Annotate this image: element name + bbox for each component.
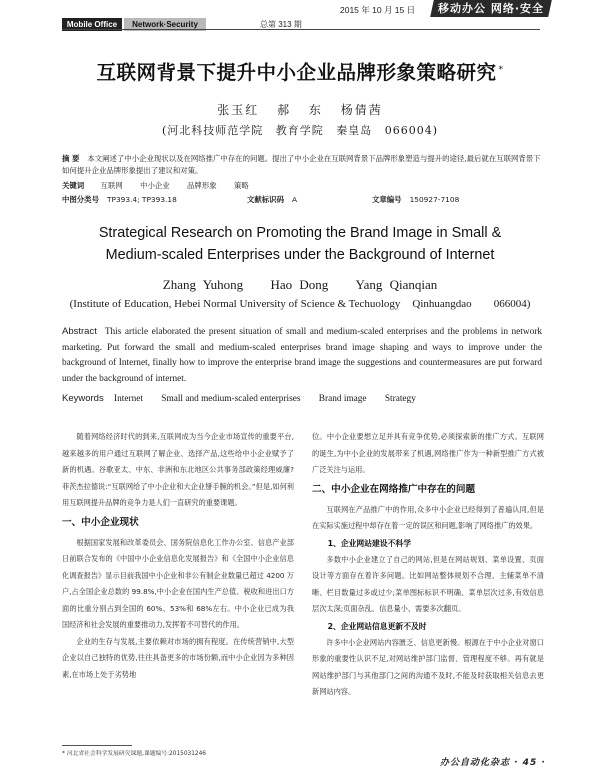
abstract-en <box>62 324 542 387</box>
keyword-en: Small and medium-scaled enterprises <box>161 394 301 404</box>
issue-number: 总第 313 期 <box>260 20 302 29</box>
affiliation-en <box>0 298 600 310</box>
affiliation-en-zip: 066004) <box>493 298 531 310</box>
section-heading: 一、中小企业现状 <box>62 516 139 528</box>
abstract-en-text: This article elaborated the present situation of small and medium-scaled enterprises and the problems in network marketing. Put forward the small and medium-scaled enterprises brand image shaping and ways to improve under the background of Internet, finally how to improve the enterprise brand image the suggestions and countermeasures are put forward under the background of internet. <box>62 327 542 384</box>
subsection-heading: 2、企业网站信息更新不及时 <box>327 621 427 631</box>
body-paragraph: 根据国家发展和改革委员会、国务院信息化工作办公室、信息产业部日前联合发布的《中国中小企业信息化发展报告》和《全国中小企业信息化调查报告》显示目前我国中小企业和非公有制企业数量已超过 4200 万户,占全国企业总数的 99.8%,中小企业在国内生产总值、税收和进出口方面的比重分别占到全国的 60%、53%和 68%左右。中小企业已成为我国经济和社会发展的重要推动力,发挥着不可替代的作用。 <box>62 537 294 629</box>
footnote-rule <box>62 745 132 746</box>
page-footer: 办公自动化杂志 · 45 · <box>440 758 546 768</box>
keywords-en <box>62 393 542 404</box>
paper-title-cn-text: 互联网背景下提升中小企业品牌形象策略研究 <box>96 61 497 84</box>
subsection-heading: 1、企业网站建设不科学 <box>327 538 411 548</box>
paper-title-cn <box>0 57 600 85</box>
author-en: Zhang Yuhong <box>162 277 244 292</box>
author-en: Hao Dong <box>270 277 329 292</box>
keyword-en: Brand image <box>318 394 367 404</box>
header-rule <box>62 29 540 30</box>
article-number <box>372 194 459 206</box>
keywords-en-label: Keywords <box>62 393 104 404</box>
body-paragraph: 随着网络经济时代的到来,互联网成为当今企业市场宣传的重要平台,越来越多的用户通过互联网了解企业、选择产品,这些给中小企业赋予了新的机遇。谷歌亚太、中东、非洲和东北地区公共事务部政策经理威廉?菲茨杰拉德说:“互联网给了中小企业和大企业掰手腕的机会。”但是,如何利用互联网提升品牌的竞争力是人们一直研究的重要课题。 <box>62 432 294 507</box>
body-paragraph: 企业的生存与发展,主要依赖对市场的拥有程度。在传统营销中,大型企业以自己独特的优势,往往具备更多的市场份额,而中小企业因为多种因素,在市场上处于劣势地 <box>62 636 294 679</box>
keyword-en: Internet <box>114 394 143 404</box>
title-footnote-mark: * <box>498 64 504 75</box>
affiliation-en-city: Qinhuangdao <box>412 298 472 310</box>
keyword-cn: 品牌形象 <box>187 181 217 190</box>
doc-code-value: A <box>291 195 298 204</box>
authors-cn: 张玉红 郝 东 杨倩茜 <box>217 103 383 117</box>
paper-title-en-line2: Medium-scaled Enterprises under the Background of Internet <box>105 247 495 263</box>
journal-brand-text: 移动办公 网络·安全 <box>437 2 544 15</box>
authors-en <box>0 277 600 293</box>
paper-title-en-line1: Strategical Research on Promoting the Brand Image in Small & <box>98 225 502 241</box>
journal-brand-banner <box>430 0 552 17</box>
abstract-en-label: Abstract <box>62 326 97 337</box>
author-en: Yang Qianqian <box>355 277 438 292</box>
keyword-en: Strategy <box>384 394 416 404</box>
body-paragraph: 位。中小企业要想立足并具有竞争优势,必须探索新的推广方式。互联网的诞生,为中小企业的发展带来了机遇,网络推广作为一种新型推广方式被广泛关注与运用。 <box>312 432 544 474</box>
keywords-cn <box>62 180 542 192</box>
keyword-cn: 互联网 <box>100 181 123 190</box>
abstract-cn-label: 摘 要 <box>62 154 80 163</box>
keyword-cn: 策略 <box>233 181 249 190</box>
body-paragraph: 许多中小企业网站内容匮乏、信息更新慢。根源在于中小企业对窗口形象的重要性认识不足,对网站维护部门监督、管理程度不够。再有就是网站维护部门与其他部门之间的沟通不及时,不能及时获取相关信息去更新网站内容。 <box>312 637 544 696</box>
body-column-right <box>312 429 544 701</box>
body-paragraph: 互联网在产品推广中的作用,众多中小企业已经得到了普遍认同,但是在实际实施过程中却存在着一定的误区和问题,影响了网络推广的效果。 <box>312 504 544 530</box>
body-column-left <box>62 429 294 683</box>
keywords-cn-label: 关键词 <box>62 181 85 190</box>
affiliation-en-inst: (Institute of Education, Hebei Normal University of Science & Techuology <box>69 298 401 310</box>
doc-code <box>247 194 297 206</box>
clc-label: 中图分类号 <box>62 195 99 204</box>
paper-title-en <box>0 222 600 266</box>
keyword-cn: 中小企业 <box>140 181 170 190</box>
section-heading: 二、中小企业在网络推广中存在的问题 <box>312 483 476 495</box>
article-number-label: 文章编号 <box>372 195 402 204</box>
abstract-cn <box>62 153 542 177</box>
footnote: * 河北省社会科学发展研究课题,课题编号:2015031246 <box>62 751 206 757</box>
clc-number <box>62 194 177 206</box>
abstract-cn-text: 本文阐述了中小企业现状以及在网络推广中存在的问题。提出了中小企业在互联网背景下品牌形象塑造与提升的途径,最后就在互联网背景下如何提升企业品牌形象提出了建议和对策。 <box>62 154 541 175</box>
doc-code-label: 文献标识码 <box>247 195 284 204</box>
affiliation-cn: (河北科技师范学院 教育学院 秦皇岛 066004) <box>161 124 439 137</box>
publication-date: 2015 年 10 月 15 日 <box>340 5 416 15</box>
section-tag-mobile-office: Mobile Office <box>62 18 122 31</box>
clc-value: TP393.4; TP393.18 <box>106 195 177 204</box>
article-number-value: 150927-7108 <box>409 195 460 204</box>
section-tag-network-security: Network·Security <box>124 18 206 31</box>
body-paragraph: 多数中小企业建立了自己的网站,但是在网站规划、菜单设置、页面设计等方面存在着许多问题。比如网站整体规划不合理、主辅菜单不清晰、栏目数量过多或过少;菜单图标标识不明确、菜单层次过多,有效信息层次太深;页面杂乱、信息量小、需要多次翻页。 <box>312 554 544 613</box>
